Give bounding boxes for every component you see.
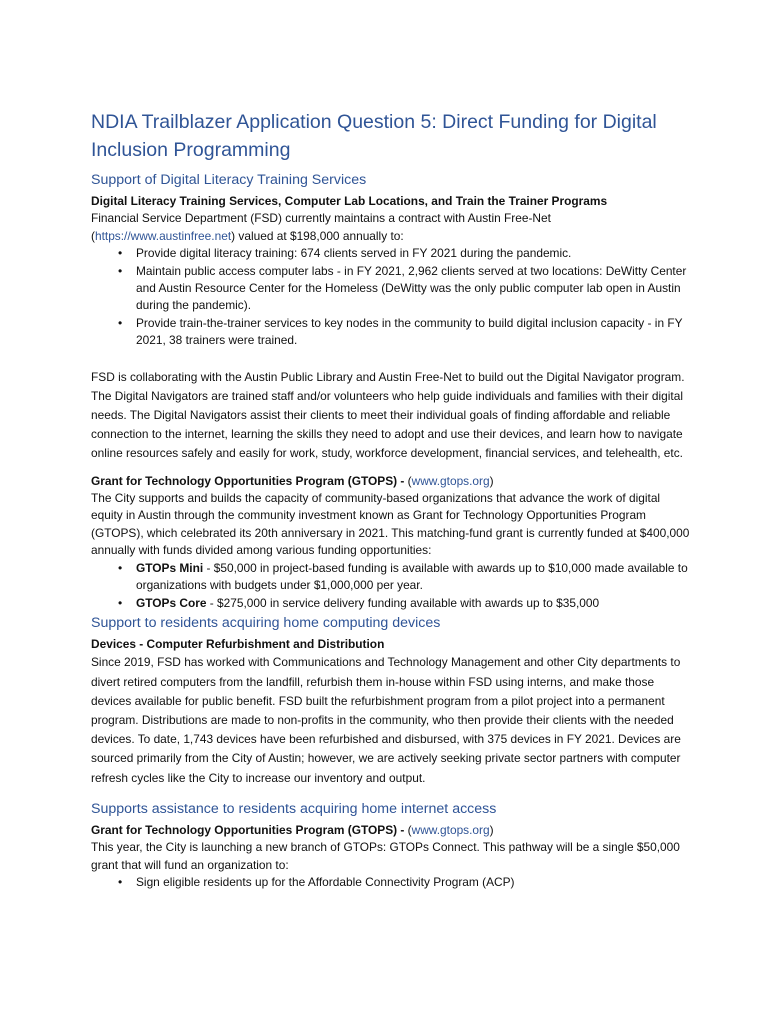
list-item: • Maintain public access computer labs - in FY 2021, 2,962 clients served at two locations: DeWitty Center and Austin Resource Center for the Homeless (DeWitty was the only public computer lab open in Austin during the pandemic). <box>136 263 691 315</box>
document-page <box>91 108 691 891</box>
gtops-link-open: ( <box>404 473 412 488</box>
services-list <box>91 245 691 349</box>
gtops-core-label: GTOPs Core <box>136 595 207 610</box>
gtops-core-text: - $275,000 in service delivery funding available with awards up to $35,000 <box>206 595 600 610</box>
gtops-paragraph: The City supports and builds the capacity of community-based organizations that advance the work of digital equity in Austin through the community investment known as Grant for Technology Opportunities Program (GTOPS), which celebrated its 20th anniversary in 2021. This matching-fund grant is currently funded at $400,000 annually with funds divided among various funding opportunities: <box>91 491 690 558</box>
subheading-refurbishment: Devices - Computer Refurbishment and Distribution <box>91 636 385 651</box>
digital-navigator-paragraph: FSD is collaborating with the Austin Public Library and Austin Free-Net to build out the Digital Navigator program. The Digital Navigators are trained staff and/or volunteers who help guide individuals and families with their digital needs. The Digital Navigators assist their clients to meet their individual goals of finding affordable and reliable connection to the internet, learning the skills they need to adopt and use their devices, and learn how to navigate online resources safely and easily for work, study, workforce development, financial services, and telehealth, etc. <box>91 369 685 461</box>
gtops-list <box>91 560 691 612</box>
list-item: • Provide digital literacy training: 674 clients served in FY 2021 during the pandemic. <box>136 245 691 262</box>
list-item: • Sign eligible residents up for the Affordable Connectivity Program (ACP) <box>136 874 691 891</box>
intro-paragraph <box>91 210 691 245</box>
gtops-label: Grant for Technology Opportunities Program (GTOPS) - <box>91 473 405 488</box>
gtops-connect-link-close: ) <box>489 822 494 837</box>
section-heading-internet-access: Supports assistance to residents acquiring home internet access <box>91 800 497 817</box>
list-item: • Provide train-the-trainer services to key nodes in the community to build digital inclusion capacity - in FY 2021, 38 trainers were trained. <box>136 315 691 350</box>
gtops-link[interactable]: www.gtops.org <box>411 473 490 488</box>
gtops-connect-label: Grant for Technology Opportunities Program (GTOPS) - <box>91 822 405 837</box>
gtops-link-close: ) <box>489 473 494 488</box>
intro-text-a: Financial Service Department (FSD) currently maintains a contract with Austin Free-Net ( <box>91 211 551 243</box>
document-title: NDIA Trailblazer Application Question 5: Direct Funding for Digital Inclusion Programming <box>91 111 657 161</box>
gtops-connect-link-open: ( <box>404 822 412 837</box>
gtops-connect-list <box>91 874 691 891</box>
intro-text-b: ) valued at $198,000 annually to: <box>231 228 404 243</box>
section-heading-digital-literacy: Support of Digital Literacy Training Services <box>91 172 367 188</box>
austinfree-link[interactable]: https://www.austinfree.net <box>94 228 232 243</box>
gtops-connect-heading <box>91 822 691 839</box>
list-item <box>136 560 691 595</box>
subheading-training-services: Digital Literacy Training Services, Computer Lab Locations, and Train the Trainer Programs <box>91 194 608 208</box>
gtops-connect-link[interactable]: www.gtops.org <box>411 822 490 837</box>
refurbishment-paragraph: Since 2019, FSD has worked with Communications and Technology Management and other City departments to divert retired computers from the landfill, refurbish them in-house within FSD using interns, and make those devices available for public benefit. FSD built the refurbishment program from a pilot project into a permanent program. Distributions are made to non-profits in the community, who then provide their clients with the needed devices. To date, 1,743 devices have been refurbished and disbursed, with 375 devices in FY 2021. Devices are sourced primarily from the City of Austin; however, we are actively seeking private sector partners with computer refresh cycles like the City to increase our inventory and output. <box>91 655 681 785</box>
section-heading-devices: Support to residents acquiring home computing devices <box>91 614 441 631</box>
gtops-heading <box>91 473 691 490</box>
gtops-mini-text: - $50,000 in project-based funding is available with awards up to $10,000 made available to organizations with budgets under $1,000,000 per year. <box>136 560 688 593</box>
list-item <box>136 595 691 612</box>
gtops-mini-label: GTOPs Mini <box>136 560 204 575</box>
gtops-connect-paragraph: This year, the City is launching a new branch of GTOPs: GTOPs Connect. This pathway will be a single $50,000 grant that will fund an organization to: <box>91 840 680 872</box>
